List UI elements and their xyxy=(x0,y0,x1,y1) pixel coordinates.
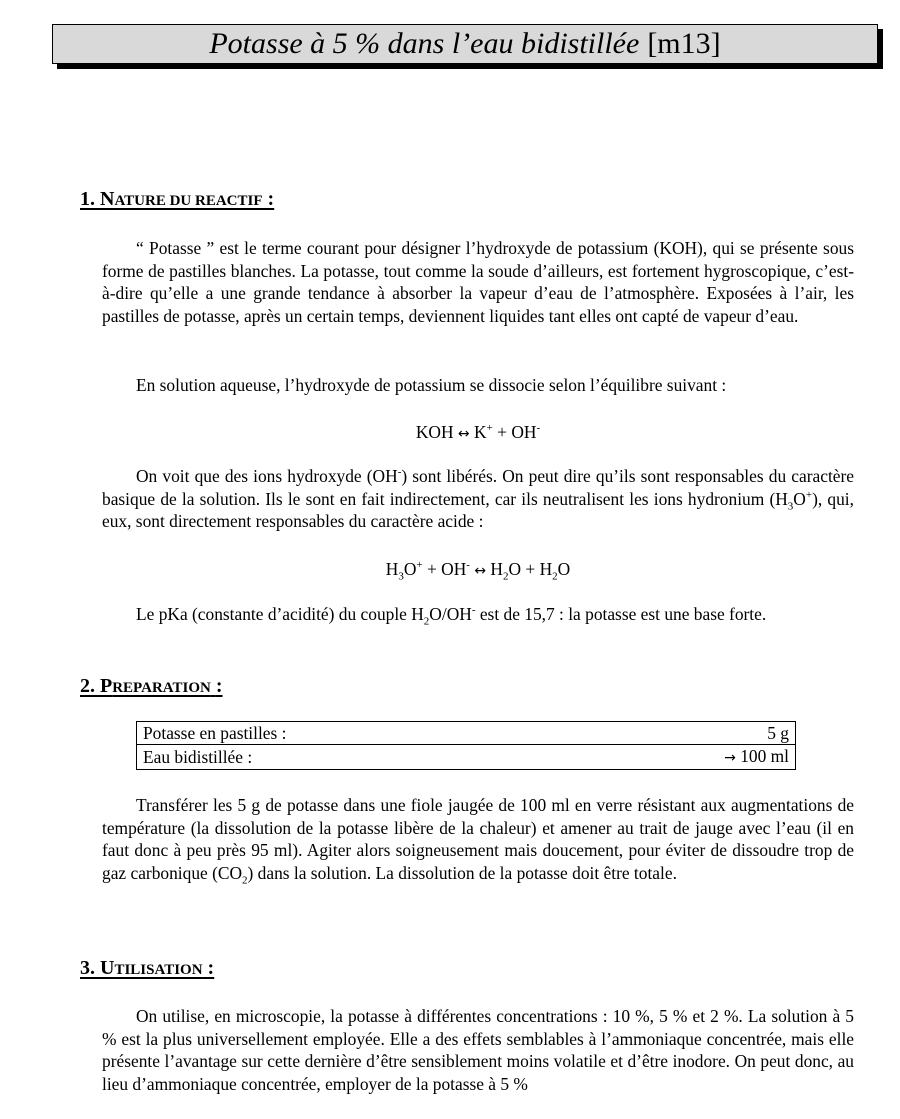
section-colon: : xyxy=(267,188,275,210)
section-rest: REPARATION xyxy=(112,680,211,696)
right-arrow-icon: → xyxy=(724,750,736,766)
eq-plus: + xyxy=(427,559,437,579)
eq-oh: OH xyxy=(511,422,537,442)
eq-k: K xyxy=(474,422,487,442)
eq-sub: 2 xyxy=(502,570,509,583)
sup: - xyxy=(397,466,402,479)
recipe-value xyxy=(577,722,796,745)
eq-h: H xyxy=(539,559,553,579)
sub: 3 xyxy=(787,499,794,512)
paragraph-text: On utilise, en microscopie, la potasse à différentes concentrations : 10 %, 5 % et 2 %. La solution à 5 % est la plus universellement employée. Elle a des effets semblables à l’ammoniaque concentrée, mais elle présente l’avantage sur cette dernière d’être sensiblement moins volatile et d’être inodore. On peut donc, au lieu d’ammoniaque concentrée, employer de la potasse à 5 % xyxy=(102,1006,854,1094)
eq-h: H xyxy=(385,559,399,579)
paragraph-text: Transférer les 5 g de potasse dans une fiole jaugée de 100 ml en verre résistant aux augmentations de température (la dissolution de la potasse libère de la chaleur) et amener au trait de jauge avec l’eau (il en faut donc à peu près 95 ml). Agiter alors soigneusement mais doucement, pour éviter de dissoudre trop de gaz carbonique (CO xyxy=(102,795,854,883)
sup: + xyxy=(805,488,813,501)
paragraph-text: O xyxy=(793,488,806,509)
recipe-label: Potasse en pastilles : xyxy=(137,722,577,745)
eq-sup: - xyxy=(466,559,470,572)
section-colon: : xyxy=(207,957,215,979)
eq-plus: + xyxy=(525,559,536,579)
table-row xyxy=(137,745,796,770)
eq-oh: OH xyxy=(441,559,467,579)
paragraph-preparation xyxy=(102,794,854,884)
recipe-value xyxy=(577,745,796,770)
paragraph-nature-3 xyxy=(102,465,854,533)
section-number: 1. xyxy=(80,188,95,210)
paragraph-text: En solution aqueuse, l’hydroxyde de potassium se dissocie selon l’équilibre suivant : xyxy=(136,375,727,395)
section-colon: : xyxy=(215,675,223,697)
recipe-value-text: 100 ml xyxy=(740,746,789,766)
equilibrium-arrow-icon: ↔ xyxy=(457,426,470,442)
title-main: Potasse à 5 % dans l’eau bidistillée xyxy=(209,27,640,60)
paragraph-text: “ Potasse ” est le terme courant pour désigner l’hydroxyde de potassium (KOH), qui se présente sous forme de pastilles blanches. La potasse, tout comme la soude d’ailleurs, est fortement hygroscopique, c’est-à-dire qu’elle a une grande tendance à absorber la vapeur d’eau de l’atmosphère. Exposées à l’air, les pastilles de potasse, après un certain temps, deviennent liquides tant elles ont capté de vapeur d’eau. xyxy=(102,238,854,326)
paragraph-text: ), qui, eux, sont directement responsables du caractère acide : xyxy=(102,488,854,531)
paragraph-text: On voit que des ions hydroxyde (OH xyxy=(136,466,398,486)
recipe-label: Eau bidistillée : xyxy=(137,745,577,770)
eq-o: O xyxy=(557,559,571,579)
section-number: 2. xyxy=(80,675,95,697)
equilibrium-arrow-icon: ↔ xyxy=(474,563,487,579)
paragraph-nature-2 xyxy=(102,374,854,397)
section-initial: N xyxy=(100,188,115,210)
paragraph-utilisation xyxy=(102,1005,854,1095)
equation-koh-dissociation xyxy=(0,421,900,445)
eq-plus: + xyxy=(497,422,507,442)
recipe-value-text: 5 g xyxy=(767,723,789,743)
table-row xyxy=(137,722,796,745)
equation-neutralisation xyxy=(0,558,900,582)
eq-sup: + xyxy=(416,559,423,572)
title-code: [m13] xyxy=(647,27,721,60)
paragraph-nature-4 xyxy=(102,603,854,626)
section-heading-nature xyxy=(80,188,274,211)
section-initial: P xyxy=(100,675,113,697)
eq-sub: 3 xyxy=(398,570,404,583)
recipe-table xyxy=(136,721,796,770)
section-rest: TILISATION xyxy=(114,962,203,978)
paragraph-text: Le pKa (constante d’acidité) du couple H xyxy=(136,604,424,624)
section-heading-preparation xyxy=(80,675,223,698)
paragraph-text: O/OH xyxy=(429,604,472,624)
section-rest: ATURE DU REACTIF xyxy=(114,193,263,209)
sub: 2 xyxy=(423,615,430,628)
paragraph-nature-1 xyxy=(102,237,854,327)
paragraph-text: est de 15,7 : la potasse est une base forte. xyxy=(475,604,767,624)
section-initial: U xyxy=(100,957,115,979)
title-banner xyxy=(52,24,884,70)
eq-koh: KOH xyxy=(415,422,454,442)
page-title xyxy=(52,24,878,64)
section-heading-utilisation xyxy=(80,957,214,980)
eq-sup: - xyxy=(536,422,541,435)
eq-h: H xyxy=(490,559,503,579)
sup: - xyxy=(471,604,476,617)
section-number: 3. xyxy=(80,957,95,979)
eq-sub: 2 xyxy=(552,570,558,583)
paragraph-text: ) dans la solution. La dissolution de la potasse doit être totale. xyxy=(247,862,677,883)
eq-o: O xyxy=(403,559,417,579)
sub: 2 xyxy=(242,873,248,886)
eq-o: O xyxy=(508,559,522,579)
eq-sup: + xyxy=(486,422,493,435)
paragraph-text: ) sont libérés. On peut dire qu’ils sont responsables du caractère basique de la solution. Ils le sont en fait indirectement, car ils neutralisent les ions hydronium (H xyxy=(102,466,854,509)
